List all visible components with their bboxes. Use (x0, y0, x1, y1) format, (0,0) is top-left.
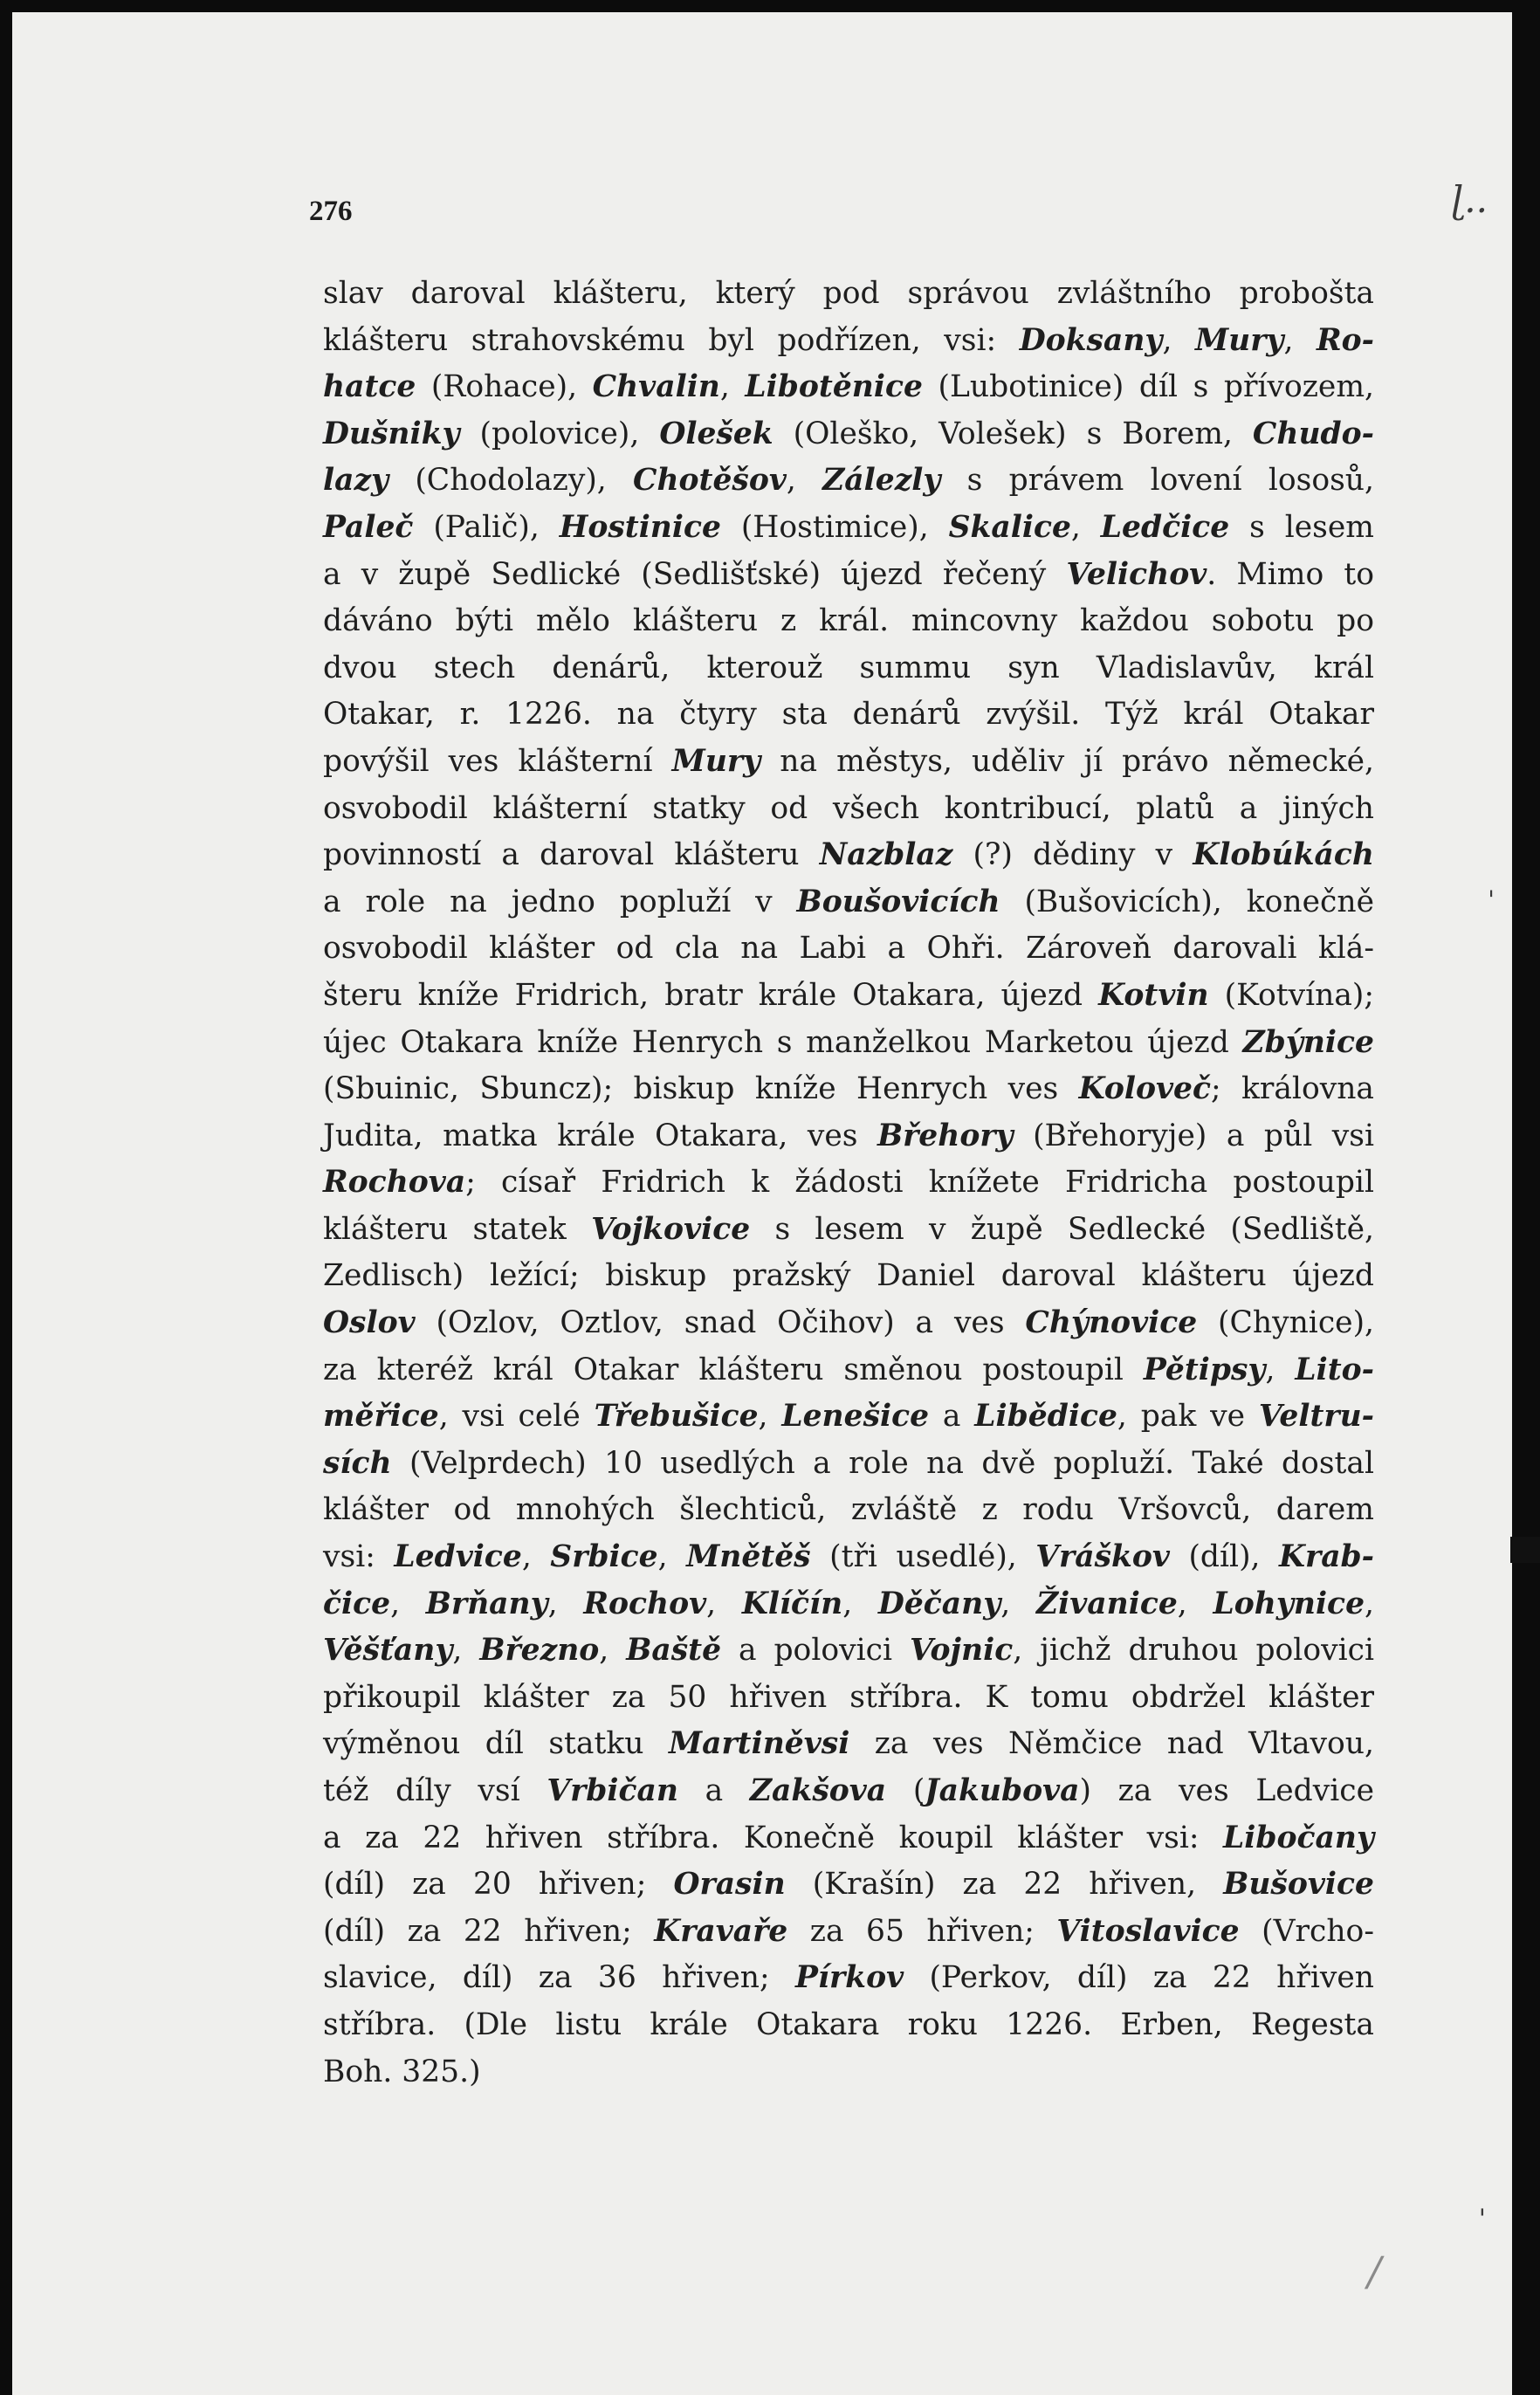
text-run: (Oleško, Volešek) s Borem, (773, 416, 1253, 451)
margin-mark-bottom: / (1367, 2247, 1381, 2295)
text-run: (?) dědiny v (952, 837, 1193, 873)
text-run: ( (886, 1773, 925, 1808)
text-run: ; císař Fridrich k žádosti knížete Fridricha postoupil (465, 1165, 1374, 1201)
text-run: slavice, díl) za 36 hřiven; (323, 1960, 795, 1996)
text-run: , (599, 1633, 627, 1669)
text-line (323, 1628, 1374, 1675)
text-run: (Palič), (413, 509, 560, 545)
place-name: Oslov (323, 1305, 416, 1341)
place-name: Lito- (1295, 1352, 1374, 1387)
place-name: Klobúkách (1193, 837, 1374, 873)
page-number: 276 (309, 196, 353, 227)
text-line (323, 1020, 1374, 1067)
text-run: klášteru strahovskému byl podřízen, vsi: (323, 322, 1020, 358)
text-run: za kteréž král Otakar klášteru směnou postoupil (323, 1352, 1144, 1387)
text-run: , (547, 1586, 584, 1621)
text-line (323, 1815, 1374, 1862)
text-run: přikoupil klášter za 50 hřiven stříbra. K tomu obdržel klášter (323, 1679, 1374, 1715)
place-name: Mury (1194, 322, 1284, 358)
text-run: s lesem v župě Sedlecké (Sedliště, (750, 1211, 1374, 1247)
text-line (323, 1581, 1374, 1628)
text-line (323, 2002, 1374, 2049)
text-run: ) za ves Ledvice (1079, 1773, 1374, 1808)
text-run: klášteru statek (323, 1211, 592, 1247)
text-run: újec Otakara kníže Henrych s manželkou Marketou újezd (323, 1024, 1243, 1060)
text-line (323, 1675, 1374, 1722)
text-line (323, 1768, 1374, 1815)
place-name: Chudo- (1252, 416, 1374, 451)
text-line (323, 1955, 1374, 2002)
text-run: , (1283, 322, 1317, 358)
text-line (323, 364, 1374, 411)
place-name: Zálezly (822, 463, 941, 499)
place-name: Nazblaz (819, 837, 953, 873)
place-name: Třebušice (594, 1399, 759, 1435)
text-run: (tři usedlé), (810, 1539, 1036, 1575)
text-run: (díl) za 20 hřiven; (323, 1867, 674, 1903)
scan-edge-mark (1510, 1537, 1540, 1563)
text-run: Judita, matka krále Otakara, ves (323, 1118, 877, 1153)
text-line (323, 1113, 1374, 1160)
place-name: Hostinice (559, 509, 721, 545)
text-run: na městys, uděliv jí právo německé, (760, 743, 1374, 779)
place-name: Vitoslavice (1056, 1913, 1240, 1949)
place-name: Rochov (583, 1586, 707, 1621)
text-run: (Velprdech) 10 usedlých a role na dvě popluží. Také dostal (391, 1445, 1374, 1481)
text-line (323, 458, 1374, 505)
text-run: , (786, 463, 823, 499)
place-name: Lohynice (1213, 1586, 1365, 1621)
text-run: (Sbuinic, Sbuncz); biskup kníže Henrych ves (323, 1071, 1079, 1107)
text-line (323, 1300, 1374, 1347)
text-line (323, 692, 1374, 739)
place-name: Věšťany (323, 1633, 453, 1669)
text-line (323, 832, 1374, 879)
place-name: Baště (626, 1633, 722, 1669)
place-name: Vojkovice (591, 1211, 751, 1247)
text-run: a za 22 hřiven stříbra. Konečně koupil klášter vsi: (323, 1820, 1223, 1855)
place-name: Doksany (1019, 322, 1163, 358)
text-line (323, 645, 1374, 692)
text-line (323, 552, 1374, 599)
place-name: Děčany (877, 1586, 1001, 1621)
place-name: Zakšova (749, 1773, 887, 1808)
place-name: Vráškov (1035, 1539, 1170, 1575)
text-run: (Lubotinice) díl s přívozem, (922, 369, 1375, 405)
text-run: též díly vsí (323, 1773, 547, 1808)
text-line (323, 1394, 1374, 1441)
place-name: Kotvin (1098, 977, 1209, 1013)
place-name: Mnětěš (686, 1539, 811, 1575)
text-run: a v župě Sedlické (Sedlišťské) újezd řečený (323, 556, 1067, 592)
text-line (323, 1721, 1374, 1768)
text-run: (Bušovicích), konečně (1000, 884, 1374, 919)
place-name: Pětipsy (1143, 1352, 1266, 1387)
place-name: Libotěnice (745, 369, 923, 405)
text-line (323, 2049, 1374, 2096)
place-name: Libočany (1223, 1820, 1374, 1855)
text-run: , (758, 1399, 782, 1435)
text-run: , (521, 1539, 551, 1575)
text-line (323, 1909, 1374, 1956)
place-name: Paleč (323, 509, 414, 545)
place-name: sích (323, 1445, 392, 1481)
place-name: Velichov (1066, 556, 1207, 592)
text-line (323, 879, 1374, 926)
text-line (323, 1487, 1374, 1534)
text-line (323, 318, 1374, 365)
text-run: a (677, 1773, 750, 1808)
text-run: Boh. 325.) (323, 2054, 481, 2089)
place-name: Boušovicích (796, 884, 1000, 919)
text-run: (Krašín) za 22 hřiven, (785, 1867, 1224, 1903)
place-name: lazy (323, 463, 389, 499)
place-name: Kravaře (654, 1913, 788, 1949)
text-line (323, 1066, 1374, 1113)
text-run: (polovice), (459, 416, 660, 451)
text-run: s lesem (1229, 509, 1374, 545)
text-line (323, 1207, 1374, 1254)
text-run: (Břehoryje) a půl vsi (1013, 1118, 1374, 1153)
text-run: , (842, 1586, 878, 1621)
place-name: Vrbičan (547, 1773, 678, 1808)
place-name: Jakubova (925, 1773, 1080, 1808)
place-name: Živanice (1035, 1586, 1178, 1621)
text-run: výměnou díl statku (323, 1726, 669, 1762)
place-name: Lenešice (781, 1399, 930, 1435)
place-name: Zbýnice (1242, 1024, 1374, 1060)
text-run: . Mimo to (1207, 556, 1374, 592)
book-page (12, 12, 1512, 2395)
text-run: , (1365, 1586, 1374, 1621)
place-name: Martiněvsi (668, 1726, 850, 1762)
place-name: Pírkov (794, 1960, 904, 1996)
place-name: Ledvice (394, 1539, 522, 1575)
place-name: Dušniky (323, 416, 460, 451)
text-run: osvobodil klášter od cla na Labi a Ohři. Zároveň darovali klá- (323, 931, 1374, 967)
place-name: Koloveč (1078, 1071, 1211, 1107)
place-name: čice (323, 1586, 391, 1621)
text-run: , (390, 1586, 426, 1621)
margin-mark-middle: ' (1488, 885, 1495, 914)
text-line (323, 973, 1374, 1020)
place-name: Břehory (877, 1118, 1014, 1153)
text-run: , pak ve (1117, 1399, 1259, 1435)
text-line (323, 1534, 1374, 1581)
text-run: dvou stech denárů, kterouž summu syn Vladislavův, král (323, 650, 1374, 685)
place-name: Veltru- (1258, 1399, 1374, 1435)
place-name: Chvalin (592, 369, 720, 405)
text-run: , jichž druhou polovici (1013, 1633, 1374, 1669)
text-run: za ves Němčice nad Vltavou, (849, 1726, 1374, 1762)
place-name: Krab- (1279, 1539, 1374, 1575)
text-run: slav daroval klášteru, který pod správou zvláštního proboštа (323, 276, 1374, 311)
place-name: Ro- (1316, 322, 1374, 358)
text-run: Zedlisch) ležící; biskup pražský Daniel daroval klášteru újezd (323, 1258, 1374, 1294)
text-run: (Chodolazy), (388, 463, 633, 499)
text-run: povýšil ves klášterní (323, 743, 672, 779)
text-run: , (1000, 1586, 1036, 1621)
text-line (323, 1253, 1374, 1300)
place-name: Březno (479, 1633, 600, 1669)
text-run: , (1070, 509, 1101, 545)
text-run: povinností a daroval klášteru (323, 837, 820, 873)
text-run: (Chynice), (1197, 1305, 1375, 1341)
text-run: Otakar, r. 1226. na čtyry sta denárů zvýšil. Týž král Otakar (323, 697, 1374, 733)
place-name: Bušovice (1223, 1867, 1374, 1903)
text-line (323, 786, 1374, 833)
place-name: hatce (323, 369, 416, 405)
text-line (323, 926, 1374, 973)
place-name: Ledčice (1100, 509, 1230, 545)
text-run: a polovici (721, 1633, 910, 1669)
place-name: Olešek (659, 416, 773, 451)
text-run: dáváno býti mělo klášteru z král. mincovny každou sobotu po (323, 603, 1374, 639)
text-run: klášter od mnohých šlechticů, zvláště z rodu Vršovců, darem (323, 1492, 1374, 1528)
place-name: Mury (671, 743, 761, 779)
text-run: , (706, 1586, 742, 1621)
text-line (323, 1160, 1374, 1207)
text-run: s právem lovení lososů, (940, 463, 1374, 499)
text-run: , vsi celé (438, 1399, 595, 1435)
text-run: a role na jedno popluží v (323, 884, 797, 919)
place-name: Srbice (550, 1539, 658, 1575)
text-line (323, 739, 1374, 786)
place-name: Orasin (673, 1867, 786, 1903)
text-line (323, 505, 1374, 552)
margin-mark-top: ɭ.. (1451, 178, 1488, 221)
text-run: (Rohace), (416, 369, 593, 405)
text-run: , (1177, 1586, 1213, 1621)
text-line (323, 411, 1374, 458)
place-name: Rochova (323, 1165, 466, 1201)
text-run: (Vrcho- (1239, 1913, 1374, 1949)
text-run: osvobodil klášterní statky od všech kontribucí, platů a jiných (323, 790, 1374, 826)
text-run: stříbra. (Dle listu krále Otakara roku 1226. Erben, Regesta (323, 2006, 1374, 2042)
text-run: (Kotvína); (1208, 977, 1374, 1013)
place-name: Klíčín (741, 1586, 843, 1621)
text-run: šteru kníže Fridrich, bratr krále Otakara, újezd (323, 977, 1099, 1013)
text-run: , (719, 369, 746, 405)
place-name: Chotěšov (632, 463, 787, 499)
place-name: Vojnic (909, 1633, 1014, 1669)
text-run: ; královna (1210, 1071, 1374, 1107)
text-line (323, 1441, 1374, 1488)
place-name: měřice (323, 1399, 439, 1435)
margin-mark-dot: ' (1478, 2204, 1486, 2234)
text-run: , (1265, 1352, 1296, 1387)
text-run: , (452, 1633, 480, 1669)
text-run: a (929, 1399, 975, 1435)
text-run: (Perkov, díl) za 22 hřiven (904, 1960, 1374, 1996)
text-line (323, 1862, 1374, 1909)
place-name: Skalice (948, 509, 1071, 545)
text-run: , (657, 1539, 687, 1575)
place-name: Brňany (425, 1586, 548, 1621)
text-line (323, 598, 1374, 645)
text-line (323, 1347, 1374, 1394)
body-text (323, 271, 1374, 2096)
place-name: Libědice (974, 1399, 1117, 1435)
text-run: vsi: (323, 1539, 395, 1575)
text-run: za 65 hřiven; (787, 1913, 1057, 1949)
text-run: (Ozlov, Oztlov, snad Očihov) a ves (415, 1305, 1026, 1341)
text-run: (Hostimice), (720, 509, 949, 545)
text-line (323, 271, 1374, 318)
place-name: Chýnovice (1025, 1305, 1198, 1341)
text-run: , (1162, 322, 1195, 358)
text-run: (díl) za 22 hřiven; (323, 1913, 655, 1949)
text-run: (díl), (1169, 1539, 1280, 1575)
